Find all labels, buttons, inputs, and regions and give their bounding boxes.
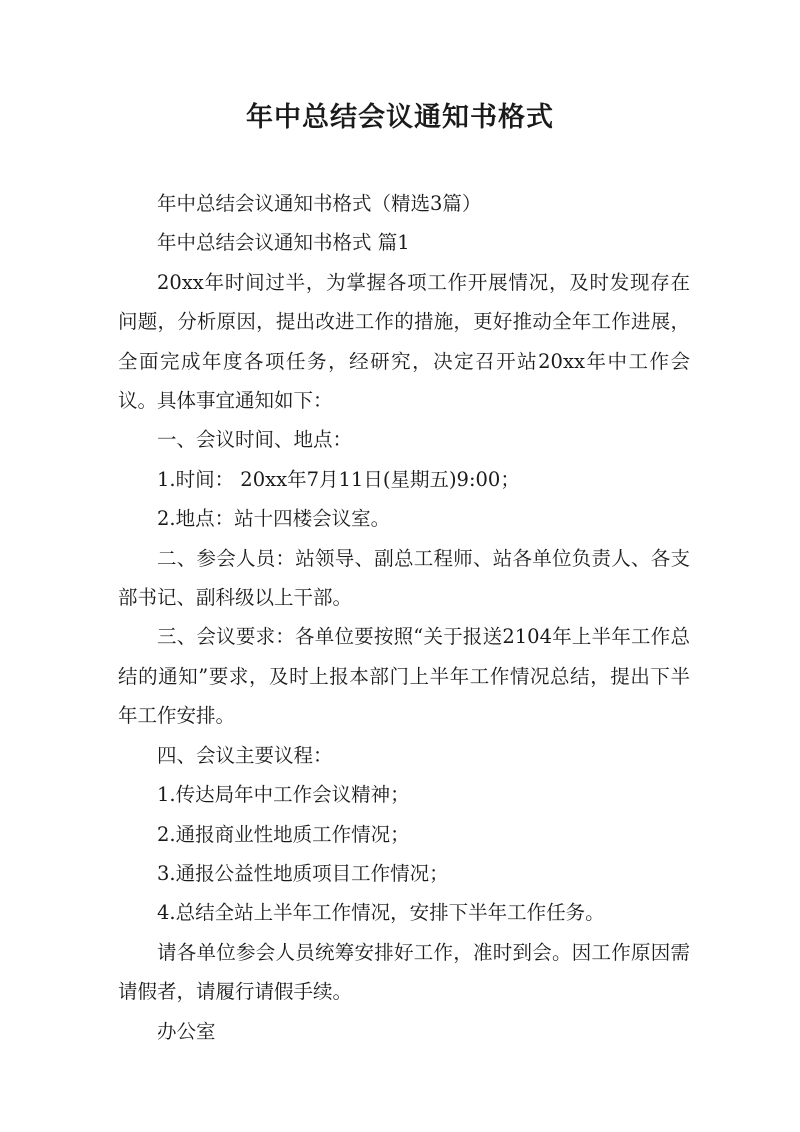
- document-title: 年中总结会议通知书格式: [246, 102, 554, 133]
- paragraph-agenda-1: 1.传达局年中工作会议精神；: [157, 783, 410, 807]
- paragraph-place: 2.地点：站十四楼会议室。: [157, 507, 391, 531]
- paragraph-requirements: 三、会议要求：各单位要按照“关于报送2104年上半年工作总结的通知”要求，及时上报本部门上半年工作情况总结，提出下半年工作安排。: [118, 625, 690, 728]
- paragraph-time: 1.时间： 20xx年7月11日(星期五)9:00；: [157, 467, 520, 491]
- paragraph-subtitle: 年中总结会议通知书格式（精选3篇）: [157, 192, 482, 215]
- paragraph-attendees: 二、参会人员：站领导、副总工程师、站各单位负责人、各支部书记、副科级以上干部。: [118, 546, 690, 610]
- paragraph-agenda-heading: 四、会议主要议程：: [157, 743, 333, 767]
- paragraph-item-time-place: 一、会议时间、地点：: [157, 428, 353, 452]
- document-body: [118, 184, 690, 1051]
- paragraph-agenda-4: 4.总结全站上半年工作情况，安排下半年工作任务。: [157, 901, 605, 925]
- paragraph-agenda-3: 3.通报公益性地质项目工作情况；: [157, 861, 449, 885]
- paragraph-section-heading: 年中总结会议通知书格式 篇1: [157, 231, 410, 255]
- paragraph-closing: 请各单位参会人员统筹安排好工作，准时到会。因工作原因需请假者，请履行请假手续。: [118, 940, 690, 1004]
- paragraph-intro: 20xx年时间过半，为掌握各项工作开展情况，及时发现存在问题，分析原因，提出改进工作的措施，更好推动全年工作进展，全面完成年度各项任务，经研究，决定召开站20xx年中工作会议。具体事宜通知如下：: [118, 270, 690, 413]
- paragraph-agenda-2: 2.通报商业性地质工作情况；: [157, 822, 410, 846]
- paragraph-signature: 办公室: [157, 1019, 216, 1043]
